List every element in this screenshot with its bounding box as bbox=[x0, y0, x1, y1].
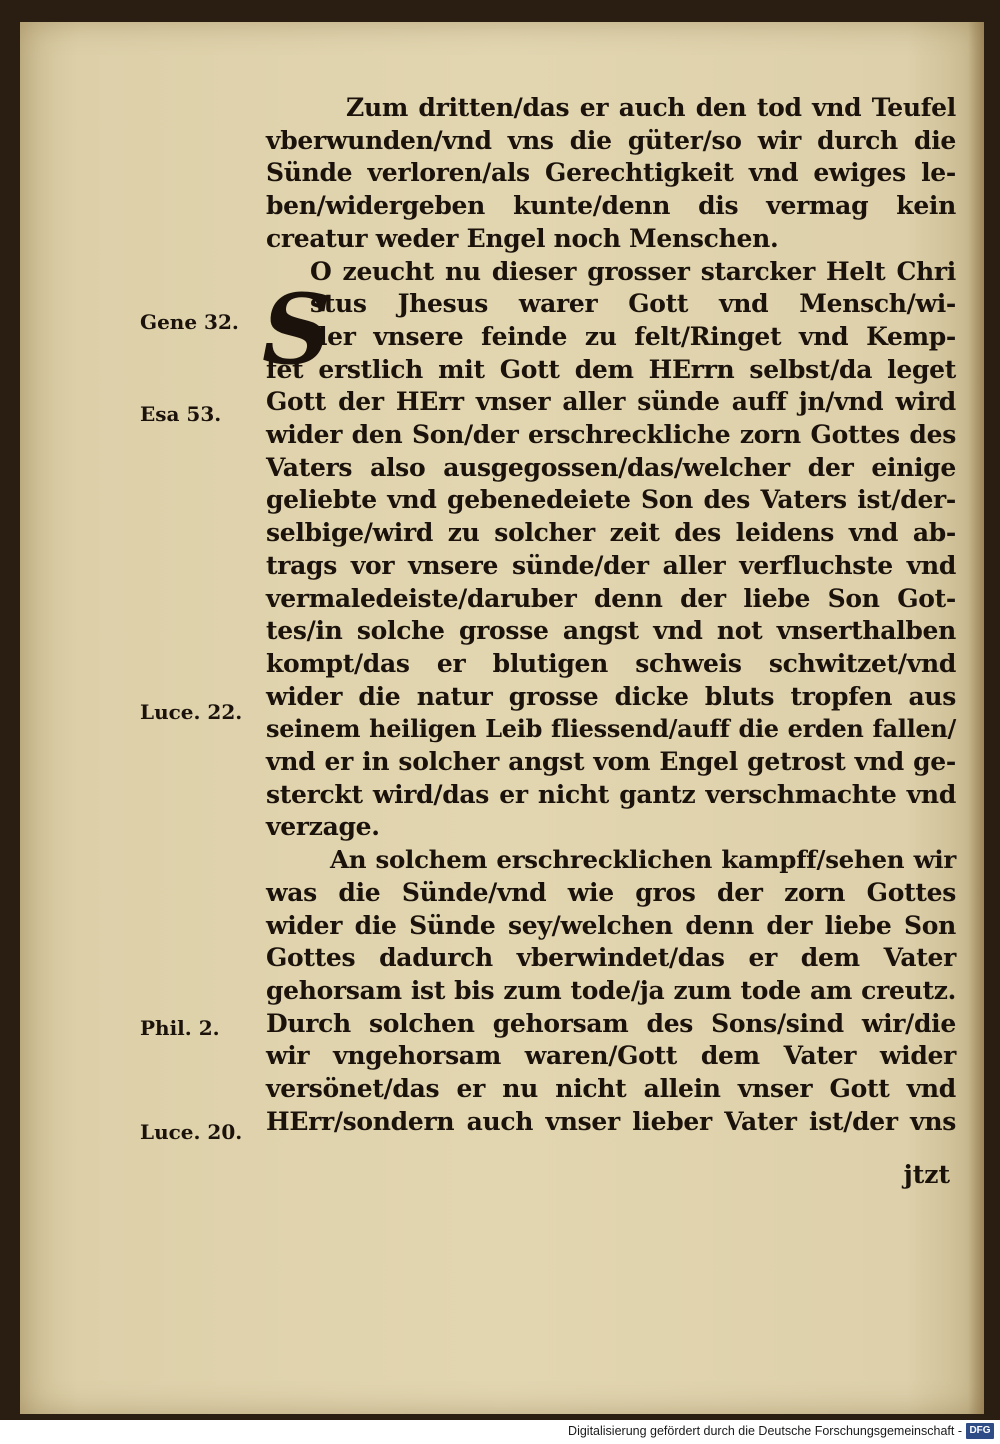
text-line: geliebte vnd gebenedeiete Son des Vaters ist/der- bbox=[266, 485, 956, 515]
margin-note: Phil. 2. bbox=[140, 1016, 220, 1040]
text-line: vermaledeiste/daruber denn der liebe Son Got- bbox=[266, 583, 956, 613]
text-line: HErr/sondern auch vnser lieber Vater ist/der vns bbox=[266, 1106, 956, 1136]
text-line: Vaters also ausgegossen/das/welcher der einige bbox=[266, 452, 956, 482]
text-line: creatur weder Engel noch Menschen. bbox=[266, 223, 779, 253]
text-line: wider die natur grosse dicke bluts tropfen aus bbox=[266, 681, 956, 711]
text-line: trags vor vnsere sünde/der aller verfluchste vnd bbox=[266, 550, 956, 580]
dfg-logo-icon: DFG bbox=[966, 1423, 994, 1439]
text-line: sterckt wird/das er nicht gantz verschmachte vnd bbox=[266, 779, 956, 809]
text-line: Gottes dadurch vberwindet/das er dem Vater bbox=[266, 943, 956, 973]
text-line: vnd er in solcher angst vom Engel getrost vnd ge- bbox=[266, 747, 956, 776]
text-line: gehorsam ist bis zum tode/ja zum tode am creutz. bbox=[266, 975, 956, 1005]
page-edge-shadow bbox=[968, 22, 984, 1414]
text-line: ben/widergeben kunte/denn dis vermag kein bbox=[266, 191, 956, 221]
text-line: wider die Sünde sey/welchen denn der liebe Son bbox=[266, 910, 956, 940]
footer-bar bbox=[0, 1420, 1000, 1444]
footer-credit: Digitalisierung gefördert durch die Deutsche Forschungsgemeinschaft - bbox=[568, 1424, 962, 1438]
text-line: seinem heiligen Leib fliessend/auff die erden fallen/ bbox=[266, 714, 956, 744]
text-line: fet erstlich mit Gott dem HErrn selbst/da leget bbox=[266, 354, 956, 384]
text-line: wider den Son/der erschreckliche zorn Gottes des bbox=[266, 420, 956, 449]
text-line: tes/in solche grosse angst vnd not vnserthalben bbox=[266, 616, 956, 646]
text-line: wir vngehorsam waren/Gott dem Vater wider bbox=[266, 1041, 956, 1071]
margin-note: Luce. 20. bbox=[140, 1120, 243, 1144]
text-line: Zum dritten/das er auch den tod vnd Teufel bbox=[346, 93, 956, 122]
catchword: jtzt bbox=[903, 1160, 950, 1189]
text-line: was die Sünde/vnd wie gros der zorn Gottes bbox=[266, 877, 956, 907]
text-line: An solchem erschrecklichen kampff/sehen wir bbox=[330, 845, 956, 875]
text-line: der vnsere feinde zu felt/Ringet vnd Kemp- bbox=[310, 321, 956, 351]
drop-cap-initial: S bbox=[262, 273, 332, 386]
text-line: stus Jhesus warer Gott vnd Mensch/wi- bbox=[310, 289, 956, 319]
text-line: O zeucht nu dieser grosser starcker Helt Chri bbox=[310, 256, 956, 286]
margin-note: Gene 32. bbox=[140, 310, 239, 334]
text-line: selbige/wird zu solcher zeit des leidens vnd ab- bbox=[266, 518, 956, 548]
text-line: versönet/das er nu nicht allein vnser Gott vnd bbox=[266, 1074, 956, 1103]
text-line: vberwunden/vnd vns die güter/so wir durch die bbox=[266, 125, 956, 155]
text-line: kompt/das er blutigen schweis schwitzet/vnd bbox=[266, 648, 956, 678]
text-line: verzage. bbox=[266, 812, 380, 842]
text-line: Durch solchen gehorsam des Sons/sind wir/die bbox=[266, 1008, 956, 1038]
margin-note: Luce. 22. bbox=[140, 700, 243, 724]
text-line: Gott der HErr vnser aller sünde auff jn/vnd wird bbox=[266, 387, 956, 417]
text-line: Sünde verloren/als Gerechtigkeit vnd ewiges le- bbox=[266, 158, 956, 188]
margin-note: Esa 53. bbox=[140, 402, 222, 426]
